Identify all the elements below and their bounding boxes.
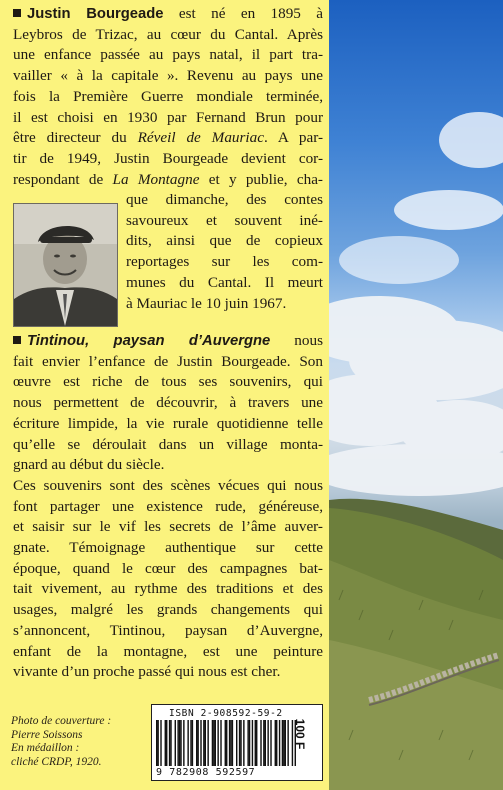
bio-line: dits, ainsi que de copieux: [126, 232, 323, 250]
desc-line: usages, malgré les grands changements qui: [13, 601, 323, 619]
barcode-bar: [157, 720, 158, 766]
biography-block: [13, 4, 323, 190]
barcode-bar: [200, 720, 201, 766]
barcode-bar: [160, 720, 161, 766]
barcode-bar: [207, 720, 208, 766]
barcode-bar: [285, 720, 286, 766]
desc-line: gnard au début du siècle.: [13, 456, 165, 474]
credit-line: Photo de couverture :: [11, 715, 112, 727]
price-label: 100 F: [293, 718, 307, 750]
landscape-illustration: [329, 0, 503, 790]
barcode-bar: [247, 720, 248, 766]
bio-line: que dimanche, des contes: [126, 191, 323, 208]
barcode-bar: [197, 720, 198, 766]
barcode-bar: [236, 720, 237, 766]
barcode-bar: [239, 720, 240, 766]
barcode-bar: [196, 720, 197, 766]
book-title: Tintinou, paysan d’Auvergne: [27, 333, 271, 349]
barcode-bar: [190, 720, 191, 766]
desc-line: œuvre est riche de tous ses souvenirs, qui: [13, 373, 323, 391]
credit-line: Pierre Soissons: [11, 728, 83, 741]
barcode-bar: [279, 720, 280, 766]
barcode-bar: [180, 720, 181, 766]
desc-line: gnate. Témoignage authentique sur cette: [13, 539, 323, 557]
desc-line: qu’elle se déroulait dans un village monta-: [13, 435, 323, 453]
book-description-block: [13, 331, 323, 683]
barcode-bar: [275, 720, 276, 766]
barcode-bar: [175, 720, 176, 766]
credit-line: En médaillon :: [11, 742, 80, 754]
ean-number: 9 782908 592597: [156, 767, 256, 778]
desc-line: Ces souvenirs sont des scènes vécues qui nous: [13, 476, 323, 494]
bio-text: est né en 1895 à: [178, 5, 323, 22]
bio-line: savoureux et souvent iné-: [126, 211, 323, 229]
barcode-bar: [225, 720, 226, 766]
bio-line: une enfance passée au pays natal, il part tra-: [13, 46, 323, 64]
bio-line: Leybros de Trizac, au cœur du Cantal. Après: [13, 25, 323, 43]
barcode-bar: [187, 720, 188, 766]
desc-line: époque, quand le cœur des campagnes bat-: [13, 559, 323, 577]
barcode-bar: [205, 720, 206, 766]
bullet-square: [13, 9, 21, 17]
isbn-barcode: [151, 704, 323, 781]
barcode-bar: [170, 720, 171, 766]
barcode-bar: [283, 720, 284, 766]
barcode-bar: [255, 720, 256, 766]
bio-text: être directeur du: [13, 129, 138, 147]
barcode-bar: [226, 720, 227, 766]
newspaper-title: La Montagne: [112, 170, 200, 188]
bio-text: respondant de: [13, 170, 113, 188]
author-portrait: [13, 203, 118, 327]
barcode-bar: [156, 720, 157, 766]
desc-line: nous permettent de découvrir, à travers une: [13, 394, 323, 412]
barcode-bar: [252, 720, 253, 766]
bio-line: reportages sur les com-: [126, 253, 323, 271]
barcode-bar: [240, 720, 241, 766]
barcode-bar: [213, 720, 214, 766]
credit-line: cliché CRDP, 1920.: [11, 755, 102, 768]
barcode-bar: [165, 720, 166, 766]
desc-text: nous: [294, 332, 323, 349]
desc-line: s’annoncent, Tintinou, paysan d’Auvergne,: [13, 621, 323, 639]
barcode-bar: [230, 720, 231, 766]
desc-line: et saisir sur le vif les secrets de l’âme auver-: [13, 518, 323, 536]
bio-text: . A par-: [263, 129, 324, 147]
desc-line: écriture limpide, la vie rurale quotidienne telle: [13, 414, 323, 432]
barcode-bar: [212, 720, 213, 766]
barcode-bar: [169, 720, 170, 766]
photo-credit: [11, 715, 141, 769]
barcode-bar: [183, 720, 184, 766]
barcode-bar: [282, 720, 283, 766]
barcode-bar: [215, 720, 216, 766]
desc-line: tait vivement, au rythme des traditions et des: [13, 580, 323, 598]
barcode-bars: [156, 720, 296, 766]
barcode-bar: [217, 720, 218, 766]
barcode-bar: [166, 720, 167, 766]
barcode-bar: [229, 720, 230, 766]
bio-line: à Mauriac le 10 juin 1967.: [126, 294, 287, 312]
isbn-number: ISBN 2-908592-59-2: [169, 708, 283, 719]
bio-line: tir de 1949, Justin Bourgeade devient cor-: [13, 149, 323, 167]
barcode-bar: [256, 720, 257, 766]
barcode-bar: [232, 720, 233, 766]
newspaper-title: Réveil de Mauriac: [137, 129, 264, 147]
barcode-bar: [192, 720, 193, 766]
bio-line: munes du Cantal. Il meurt: [126, 273, 323, 291]
biography-wrap-block: [126, 190, 323, 314]
barcode-bar: [263, 720, 264, 766]
bio-line: fois la Première Guerre mondiale terminée,: [13, 87, 323, 105]
barcode-bar: [249, 720, 250, 766]
barcode-bar: [287, 720, 288, 766]
bio-line: vailler « à la capitale ». Revenu au pays une: [13, 67, 323, 85]
bullet-square: [13, 336, 21, 344]
barcode-bar: [267, 720, 268, 766]
author-name: Justin Bourgeade: [27, 6, 164, 22]
desc-line: vivante d’un proche passé qui nous est cher.: [13, 663, 281, 681]
barcode-bar: [179, 720, 180, 766]
barcode-bar: [270, 720, 271, 766]
desc-line: enfant de la montagne, est une peinture: [13, 642, 323, 660]
barcode-bar: [265, 720, 266, 766]
barcode-bar: [243, 720, 244, 766]
desc-line: fait envier l’enfance de Justin Bourgeade. Son: [13, 352, 323, 370]
desc-line: font partager une existence rude, généreuse,: [13, 497, 323, 515]
barcode-bar: [220, 720, 221, 766]
bio-text: et y publie, cha-: [199, 170, 323, 188]
bio-line: il est choisi en 1930 par Fernand Brun pour: [13, 108, 323, 126]
barcode-bar: [203, 720, 204, 766]
barcode-bar: [276, 720, 277, 766]
cover-photo-landscape: [329, 0, 503, 790]
barcode-bar: [260, 720, 261, 766]
barcode-bar: [177, 720, 178, 766]
